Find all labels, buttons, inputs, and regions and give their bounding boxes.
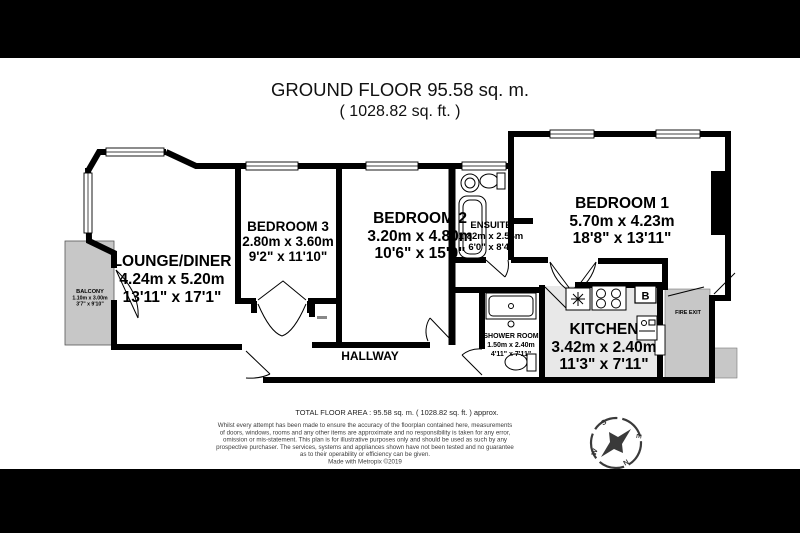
- ensuite-dim-imperial: 6'0" x 8'4": [468, 242, 514, 253]
- window: [462, 162, 506, 170]
- bed2-bottom-wall: [312, 301, 430, 345]
- total-floor-area: TOTAL FLOOR AREA : 95.58 sq. m. ( 1028.82 sq. ft. ) approx.: [295, 408, 499, 417]
- bedroom2-dim-imperial: 10'6" x 15'9": [374, 245, 466, 262]
- hob-icon: [592, 286, 626, 310]
- shower-tray-icon: [486, 293, 536, 319]
- ensuite-door: [486, 260, 508, 277]
- balcony-dim-metric: 1.10m x 3.00m: [72, 295, 108, 302]
- window: [656, 130, 700, 138]
- bedroom3-label: BEDROOM 3: [247, 219, 329, 234]
- door-jamb: [251, 301, 257, 313]
- disclaimer-line: as to their operability or efficiency can be given.: [299, 451, 431, 459]
- shower-room-label: SHOWER ROOM: [483, 333, 539, 340]
- disclaimer-line: Whilst every attempt has been made to ensure the accuracy of the floorplan contained here, measurements: [217, 422, 513, 429]
- bedroom3-dim-imperial: 9'2" x 11'10": [248, 249, 328, 264]
- ensuite-label: ENSUITE: [470, 220, 512, 231]
- shower-room-dim-imperial: 4'11" x 7'11": [490, 351, 532, 358]
- washer-icon: [637, 316, 657, 340]
- kitchen-label: KITCHEN: [569, 321, 639, 338]
- kitchen-dim-imperial: 11'3" x 7'11": [559, 356, 649, 373]
- balcony-area: [65, 241, 114, 345]
- lounge-dim-metric: 4.24m x 5.20m: [119, 271, 225, 288]
- hallway-label: HALLWAY: [341, 349, 399, 363]
- window: [366, 162, 418, 170]
- window: [246, 162, 298, 170]
- disclaimer-line: omission or mis-statement. This plan is for illustrative purposes only and should be used as such by any: [223, 436, 507, 444]
- boiler-box: [635, 286, 656, 303]
- shower-room-fixtures: [486, 293, 536, 371]
- ensuite-dim-metric: 1.82m x 2.54m: [458, 231, 524, 242]
- window: [84, 173, 92, 233]
- compass-rose: [591, 418, 642, 468]
- bedroom3-dim-metric: 2.80m x 3.60m: [242, 234, 334, 249]
- metropix-credit: Made with Metropix ©2019: [328, 458, 402, 466]
- toilet-icon: [480, 173, 505, 189]
- disclaimer-line: of doors, windows, rooms and any other items are approximate and no responsibility is taken for any error,: [219, 429, 511, 437]
- compass-star: [601, 429, 631, 457]
- bed3-door: [258, 281, 306, 336]
- fridge-icon: [566, 288, 590, 310]
- compass-w: W: [590, 448, 600, 457]
- bed1-wall-pier: [711, 171, 725, 235]
- balcony-label: BALCONY: [76, 289, 104, 295]
- fire-exit-label: FIRE EXIT: [675, 310, 701, 316]
- page-subtitle: ( 1028.82 sq. ft. ): [339, 103, 461, 120]
- compass-n: N: [622, 458, 631, 468]
- kitchen-dim-metric: 3.42m x 2.40m: [551, 339, 657, 356]
- disclaimer-line: prospective purchaser. The services, systems and appliances shown have not been tested and no guarantee: [216, 443, 514, 451]
- top-bar: [0, 0, 800, 58]
- balcony-dim-imperial: 3'7" x 9'10": [76, 301, 104, 308]
- drain-icon: [508, 321, 514, 327]
- bedroom1-dim-imperial: 18'8" x 13'11": [572, 230, 672, 247]
- footer: [216, 408, 514, 466]
- shower-room-dim-metric: 1.50m x 2.40m: [487, 342, 535, 349]
- bottom-bar: [0, 469, 800, 533]
- boiler-label: B: [641, 290, 650, 303]
- compass-e: E: [634, 433, 642, 439]
- lounge-dim-imperial: 13'11" x 17'1": [122, 289, 222, 306]
- page-title: GROUND FLOOR 95.58 sq. m.: [270, 79, 530, 100]
- cupboard-mark: [317, 316, 327, 319]
- shower-door: [462, 349, 482, 375]
- bed2-door: [426, 318, 452, 341]
- bedroom1-dim-metric: 5.70m x 4.23m: [569, 213, 675, 230]
- bedroom2-label: BEDROOM 2: [373, 210, 467, 227]
- compass-s: S: [600, 418, 609, 428]
- lounge-door: [246, 351, 270, 378]
- bedroom1-label: BEDROOM 1: [575, 195, 669, 212]
- lounge-label: LOUNGE/DINER: [112, 253, 232, 270]
- sink-icon: [461, 174, 479, 192]
- bedroom2-dim-metric: 3.20m x 4.80m: [367, 228, 473, 245]
- window: [106, 148, 164, 156]
- door-jamb: [307, 301, 313, 313]
- window: [550, 130, 594, 138]
